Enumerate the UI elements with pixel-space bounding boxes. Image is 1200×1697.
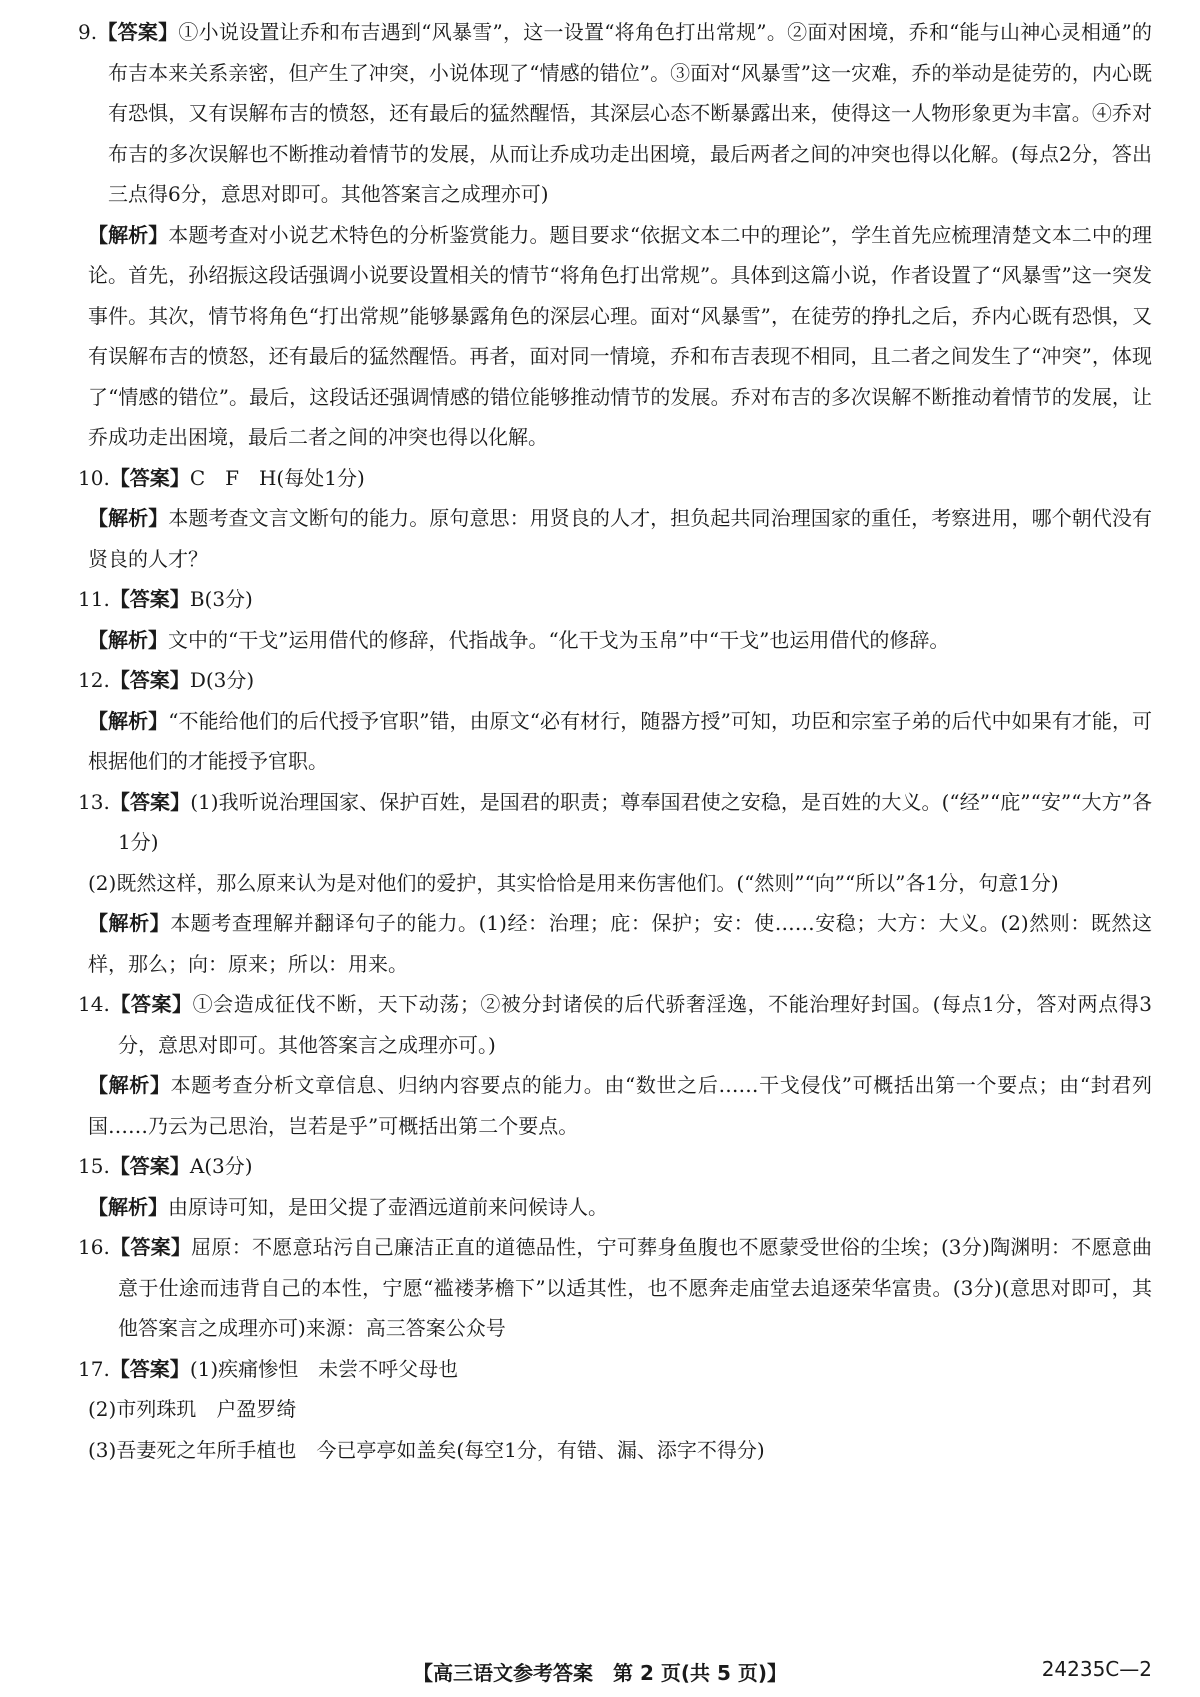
question-number: 14. xyxy=(78,992,110,1016)
item-text: B(3分) xyxy=(189,587,253,611)
item-text: 屈原：不愿意玷污自己廉洁正直的道德品性，宁可葬身鱼腹也不愿蒙受世俗的尘埃；(3分)陶渊明：不愿意曲意于仕途而违背自己的本性，宁愿“褴褛茅檐下”以适其性，也不愿奔走庙堂去追逐荣华富贵。(3分)(意思对即可，其他答案言之成理亦可)来源：高三答案公众号 xyxy=(118,1235,1152,1340)
analysis-item xyxy=(88,1187,1152,1228)
item-text: ①小说设置让乔和布吉遇到“风暴雪”，这一设置“将角色打出常规”。②面对困境，乔和“能与山神心灵相通”的布吉本来关系亲密，但产生了冲突，小说体现了“情感的错位”。③面对“风暴雪”这一灾难，乔的举动是徒劳的，内心既有恐惧，又有误解布吉的愤怒，还有最后的猛然醒悟，其深层心态不断暴露出来，使得这一人物形象更为丰富。④乔对布吉的多次误解也不断推动着情节的发展，从而让乔成功走出困境，最后两者之间的冲突也得以化解。(每点2分，答出三点得6分，意思对即可。其他答案言之成理亦可) xyxy=(108,20,1152,206)
item-text: A(3分) xyxy=(189,1154,253,1178)
question-number: 11. xyxy=(78,587,110,611)
item-text: 文中的“干戈”运用借代的修辞，代指战争。“化干戈为玉帛”中“干戈”也运用借代的修辞。 xyxy=(168,627,950,652)
analysis-item xyxy=(88,701,1152,782)
item-text: 本题考查文言文断句的能力。原句意思：用贤良的人才，担负起共同治理国家的重任，考察进用，哪个朝代没有贤良的人才？ xyxy=(88,506,1153,571)
answer-tag: 【答案】 xyxy=(109,1235,192,1259)
analysis-item xyxy=(88,498,1152,579)
sub-answer-item xyxy=(88,1389,1152,1430)
analysis-tag: 【解析】 xyxy=(88,627,168,652)
analysis-tag: 【解析】 xyxy=(88,1073,171,1097)
sub-answer-item xyxy=(88,863,1152,904)
question-number: 13. xyxy=(78,789,110,814)
answer-item xyxy=(78,1227,1152,1349)
analysis-tag: 【解析】 xyxy=(88,222,169,247)
analysis-item xyxy=(88,620,1152,661)
item-text: ①会造成征伐不断，天下动荡；②被分封诸侯的后代骄奢淫逸，不能治理好封国。(每点1分，答对两点得3分，意思对即可。其他答案言之成理亦可。) xyxy=(118,992,1152,1057)
question-number: 9. xyxy=(78,20,98,44)
question-number: 17. xyxy=(78,1356,110,1381)
answer-item xyxy=(78,579,1152,620)
answer-item xyxy=(78,660,1152,701)
answer-tag: 【答案】 xyxy=(109,992,193,1016)
question-number: 10. xyxy=(78,465,110,490)
answer-item xyxy=(78,12,1152,215)
analysis-item xyxy=(88,215,1152,458)
item-text: D(3分) xyxy=(189,668,255,692)
analysis-tag: 【解析】 xyxy=(88,708,169,733)
answer-item xyxy=(78,1146,1152,1187)
item-text: (2)既然这样，那么原来认为是对他们的爱护，其实恰恰是用来伤害他们。(“然则”“向”“所以”各1分，句意1分) xyxy=(88,870,1059,895)
item-text: (1)我听说治理国家、保护百姓，是国君的职责；尊奉国君使之安稳，是百姓的大义。(“经”“庇”“安”“大方”各1分) xyxy=(118,789,1153,854)
item-text: 本题考查理解并翻译句子的能力。(1)经：治理；庇：保护；安：使……安稳；大方：大义。(2)然则：既然这样，那么；向：原来；所以：用来。 xyxy=(88,911,1152,976)
answer-item xyxy=(78,984,1152,1065)
analysis-item xyxy=(88,1065,1152,1146)
item-text: (2)市列珠玑 户盈罗绮 xyxy=(88,1397,297,1421)
answer-tag: 【答案】 xyxy=(109,587,190,611)
question-number: 12. xyxy=(78,668,110,692)
analysis-tag: 【解析】 xyxy=(88,1194,168,1219)
footer-code: 24235C—2 xyxy=(1041,1657,1152,1681)
answer-tag: 【答案】 xyxy=(109,668,190,692)
item-text: 由原诗可知，是田父提了壶酒远道前来问候诗人。 xyxy=(168,1194,608,1219)
item-text: “不能给他们的后代授予官职”错，由原文“必有材行，随器方授”可知，功臣和宗室子弟的后代中如果有才能，可根据他们的才能授予官职。 xyxy=(88,708,1152,773)
analysis-tag: 【解析】 xyxy=(88,911,171,935)
answer-item xyxy=(78,458,1152,499)
analysis-item xyxy=(88,903,1152,984)
analysis-tag: 【解析】 xyxy=(88,506,169,530)
answer-tag: 【答案】 xyxy=(109,465,190,490)
answer-tag: 【答案】 xyxy=(109,789,191,814)
answer-item xyxy=(78,782,1153,863)
question-number: 15. xyxy=(78,1154,110,1178)
item-text: C F H(每处1分) xyxy=(189,465,365,490)
item-text: 本题考查对小说艺术特色的分析鉴赏能力。题目要求“依据文本二中的理论”，学生首先应梳理清楚文本二中的理论。首先，孙绍振这段话强调小说要设置相关的情节“将角色打出常规”。具体到这篇小说，作者设置了“风暴雪”这一突发事件。其次，情节将角色“打出常规”能够暴露角色的深层心理。面对“风暴雪”，在徒劳的挣扎之后，乔内心既有恐惧，又有误解布吉的愤怒，还有最后的猛然醒悟。再者，面对同一情境，乔和布吉表现不相同，且二者之间发生了“冲突”，体现了“情感的错位”。最后，这段话还强调情感的错位能够推动情节的发展。乔对布吉的多次误解不断推动着情节的发展，让乔成功走出困境，最后二者之间的冲突也得以化解。 xyxy=(88,222,1153,449)
answer-tag: 【答案】 xyxy=(97,20,179,44)
answer-content xyxy=(78,12,1152,1470)
item-text: 本题考查分析文章信息、归纳内容要点的能力。由“数世之后……干戈侵伐”可概括出第一个要点；由“封君列国……乃云为己思治，岂若是乎”可概括出第二个要点。 xyxy=(88,1073,1152,1138)
answer-tag: 【答案】 xyxy=(109,1154,190,1178)
sub-answer-item xyxy=(88,1430,1152,1471)
answer-tag: 【答案】 xyxy=(109,1356,190,1381)
footer-page-info: 【高三语文参考答案 第 2 页(共 5 页)】 xyxy=(413,1661,787,1685)
answer-item xyxy=(78,1349,1152,1390)
question-number: 16. xyxy=(78,1235,110,1259)
item-text: (3)吾妻死之年所手植也 今已亭亭如盖矣(每空1分，有错、漏、添字不得分) xyxy=(88,1437,765,1462)
item-text: (1)疾痛惨怛 未尝不呼父母也 xyxy=(189,1356,459,1381)
